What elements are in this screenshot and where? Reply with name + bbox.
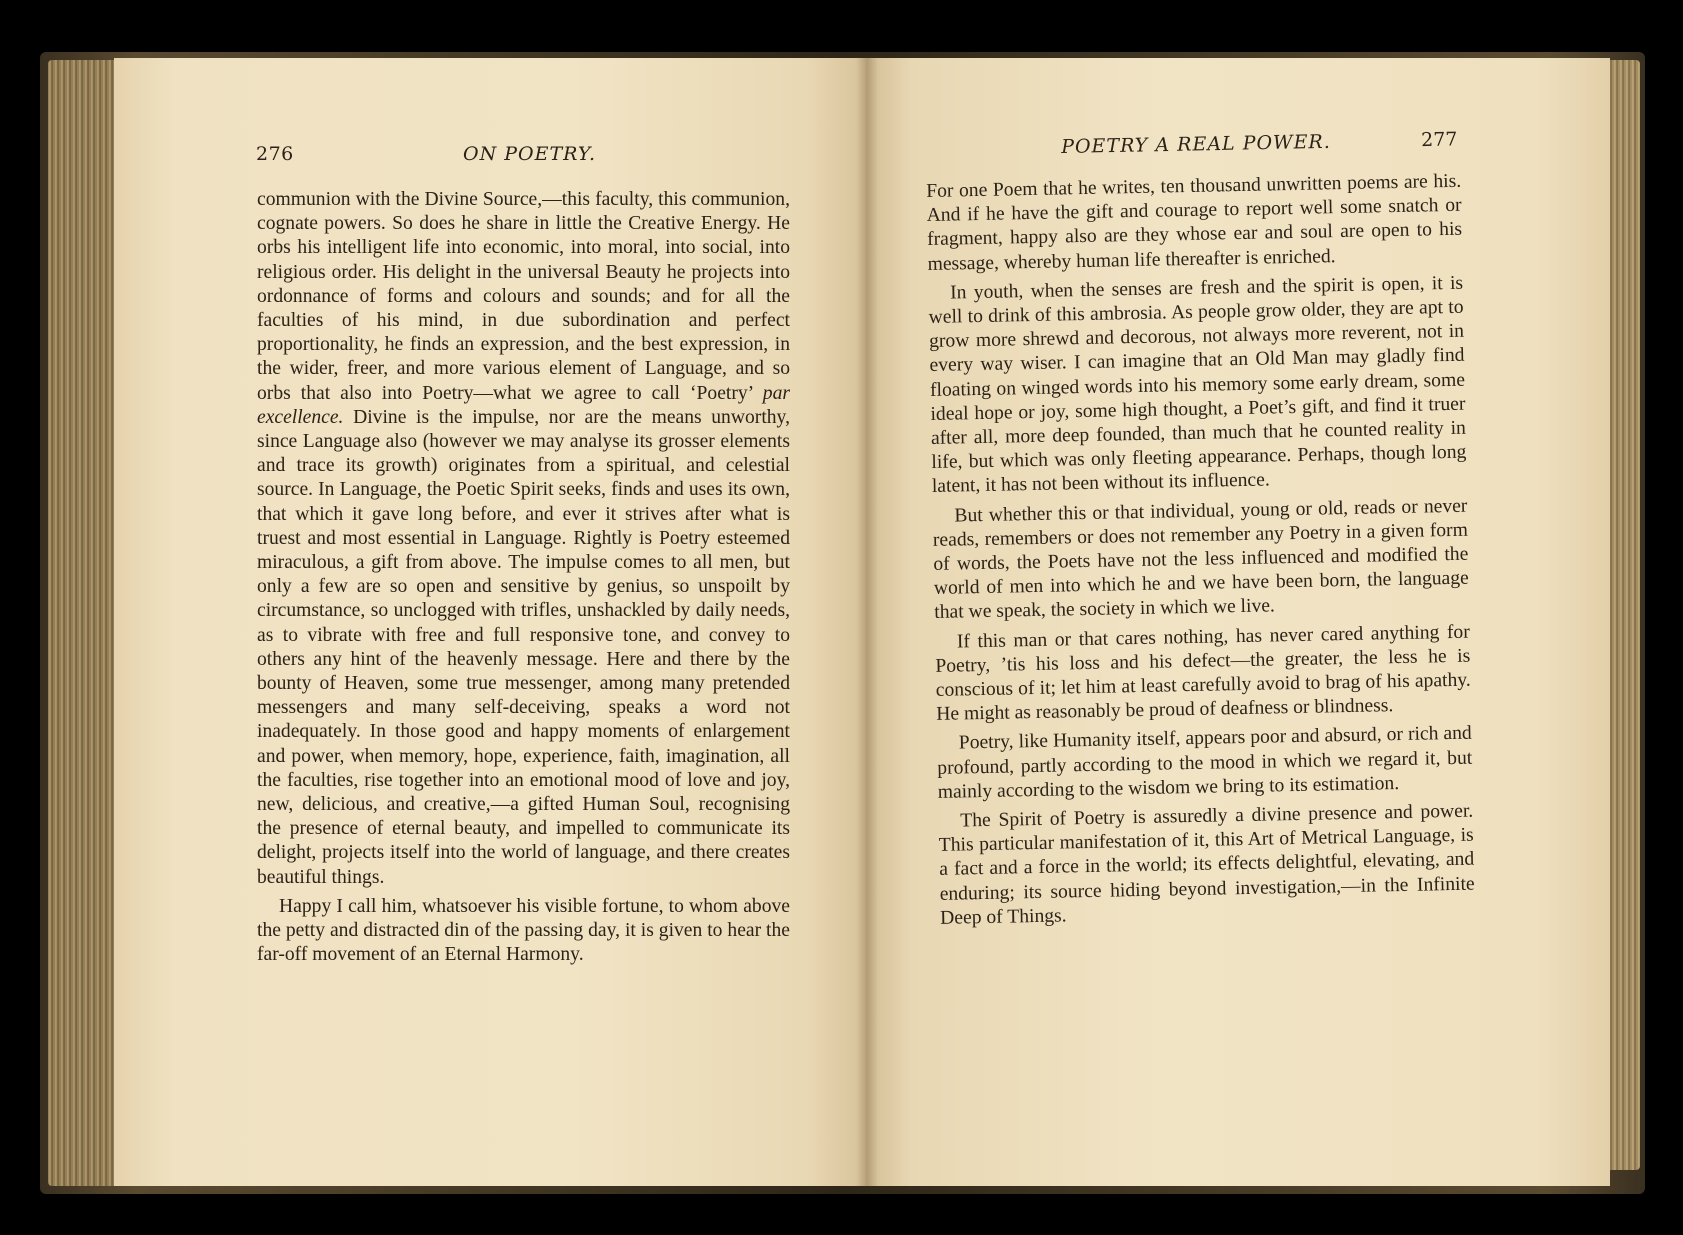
paragraph-text: communion with the Divine Source,—this faculty, this communion, cognate powers. So does he share in little the Creative Energy. He orbs his intelligent life into economic, into moral, into social, into religious order. His delight in the universal Beauty he projects into ordonnance of forms and colours and sounds; and for all the faculties of his mind, in due subordination and perfect proportionality, he finds an expression, and the best expression, in the wider, freer, and more various element of Language, and so orbs that also into Poetry—what we agree to call ‘Poetry’ xyxy=(257,189,790,404)
page-number: 277 xyxy=(1420,128,1458,152)
running-title: ON POETRY. xyxy=(463,143,596,165)
paragraph: Happy I call him, whatsoever his visible fortune, to whom above the petty and distracted din of the passing day, it is given to hear the far-off movement of an Eternal Harmony. xyxy=(257,895,790,966)
page-header xyxy=(1061,128,1461,158)
paragraph: In youth, when the senses are fresh and the spirit is open, it is well to drink of this ambrosia. As people grow older, they are apt to grow more shrewd and decorous, not always more reverent, not in every way wiser. I can imagine that an Old Man may gladly find floating on winged words into his memory some early dream, some ideal hope or joy, some high thought, a Poet’s gift, and find it truer after all, more deep founded, than much that he counted reality in life, but which was only fleeting appearance. Perhaps, though long latent, it has not been without its influence. xyxy=(928,272,1467,498)
page-number: 276 xyxy=(256,143,294,165)
paragraph: For one Poem that he writes, ten thousand unwritten poems are his. And if he have the gift and courage to report well some snatch or fragment, happy also are they whose ear and soul are open to his message, whereby human life thereafter is enriched. xyxy=(926,170,1463,275)
paragraph-text: Divine is the impulse, nor are the means unworthy, since Language also (however we may analyse its grosser elements and trace its growth) originates from a spiritual, and celestial source. In Language, the Poetic Spirit seeks, finds and uses its own, that which it gave long before, and ever it strives after what is truest and most essential in Language. Rightly is Poetry esteemed miraculous, a gift from above. The impulse comes to all men, but only a few are so open and sensitive by genius, so unspoilt by circumstance, so unclogged with trifles, unshackled by daily needs, as to vibrate with free and full responsive tone, and convey to others any hint of the heavenly message. Here and there by the bounty of Heaven, some true messenger, among many pretended messengers and many self-deceiving, speaks a word not inadequately. In those good and happy moments of enlargement and power, when memory, hope, experience, faith, imagination, all the faculties, rise together into an emotional mood of love and joy, new, delicious, and creative,—a gifted Human Soul, recognising the presence of eternal beauty, and impelled to communicate its delight, projects itself into the world of language, and there creates beautiful things. xyxy=(257,406,790,888)
body-text xyxy=(926,170,1475,931)
paragraph: The Spirit of Poetry is assuredly a divine presence and power. This particular manifestation of it, this Art of Metrical Language, is a fact and a force in the world; its effects delightful, elevating, and enduring; its source hiding beyond investigation,—in the Infinite Deep of Things. xyxy=(938,800,1475,929)
left-page xyxy=(114,58,866,1186)
paragraph: If this man or that cares nothing, has never cared anything for Poetry, ’tis his loss and his defect—the greater, the less he is conscious of it; let him at least carefully avoid to brag of his apathy. He might as reasonably be proud of deafness or blindness. xyxy=(935,621,1471,726)
body-text xyxy=(257,188,790,968)
paragraph: Poetry, like Humanity itself, appears poor and absurd, or rich and profound, partly according to the mood in which we regard it, but mainly according to the wisdom we bring to its estimation. xyxy=(937,723,1473,803)
paragraph xyxy=(257,188,790,890)
right-page xyxy=(866,58,1610,1186)
paragraph: But whether this or that individual, young or old, reads or never reads, remembers or does not remember any Poetry in a given form of words, the Poets have not the less influenced and modified the world of men into which he and we have been born, the language that we speak, the society in which we live. xyxy=(932,495,1469,624)
running-title: POETRY A REAL POWER. xyxy=(1061,130,1332,158)
book-gutter xyxy=(856,58,878,1186)
italic-phrase: par excellence. xyxy=(257,382,790,428)
page-edges-left xyxy=(48,60,120,1186)
